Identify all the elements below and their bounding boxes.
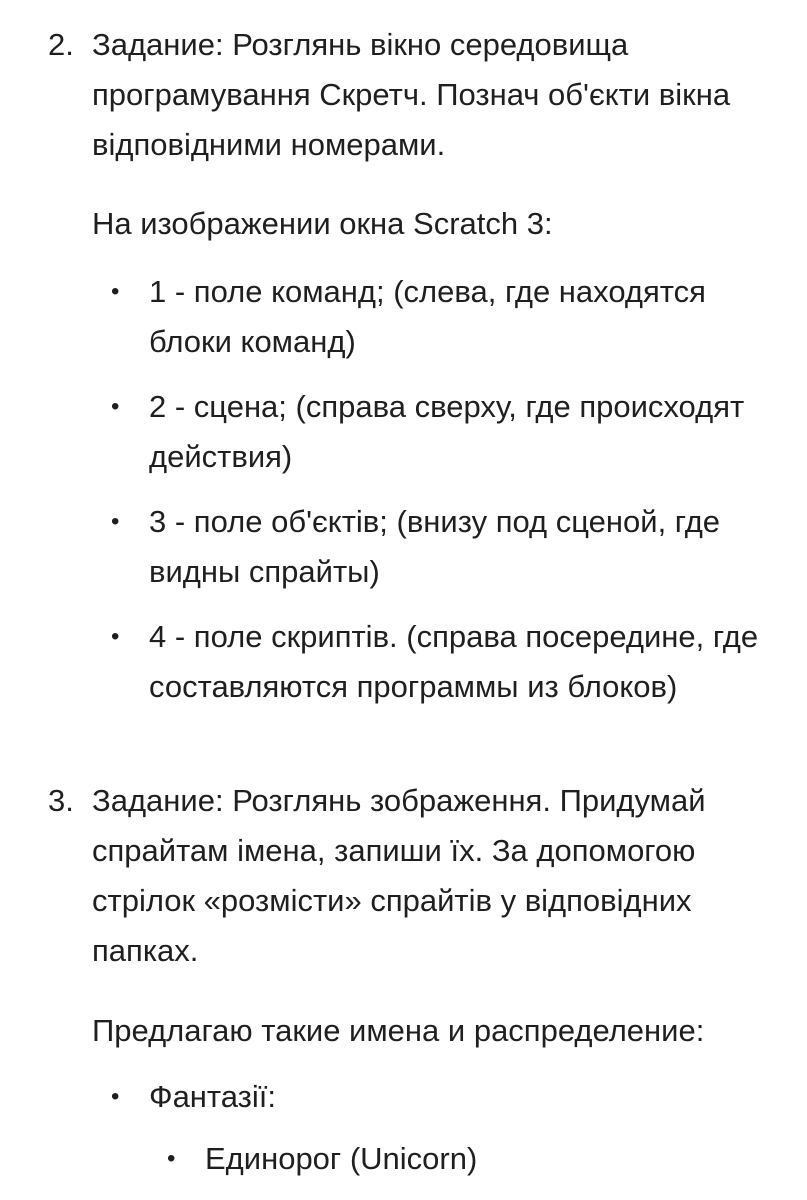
list-item-text: Единорог (Unicorn)	[205, 1141, 478, 1176]
bullet-icon: •	[111, 278, 120, 305]
task-2-number: 2.	[48, 27, 74, 62]
task-3-intro: Предлагаю такие имена и распределение:	[92, 1013, 705, 1048]
task-3-number: 3.	[48, 783, 74, 818]
bullet-icon: •	[167, 1145, 176, 1172]
bullet-icon: •	[111, 1083, 120, 1110]
task-3	[0, 776, 807, 976]
task-2-text: Задание: Розглянь вікно середовища програмування Скретч. Познач об'єкти вікна відповідними номерами.	[92, 27, 731, 162]
bullet-icon: •	[111, 623, 120, 650]
category-label: Фантазії:	[149, 1079, 276, 1114]
bullet-icon: •	[111, 393, 120, 420]
bullet-icon: •	[111, 508, 120, 535]
list-item-text: 1 - поле команд; (слева, где находятся блоки команд)	[149, 274, 706, 359]
list-item-text: 2 - сцена; (справа сверху, где происходят действия)	[149, 389, 745, 474]
task-3-text: Задание: Розглянь зображення. Придумай спрайтам імена, запиши їх. За допомогою стрілок «розмісти» спрайтів у відповідних папках.	[92, 783, 706, 968]
task-2	[0, 20, 807, 170]
list-item-text: 3 - поле об'єктів; (внизу под сценой, где видны спрайты)	[149, 504, 721, 589]
task-2-intro: На изображении окна Scratch 3:	[92, 206, 553, 241]
list-item-text: 4 - поле скриптів. (справа посередине, где составляются программы из блоков)	[149, 619, 759, 704]
